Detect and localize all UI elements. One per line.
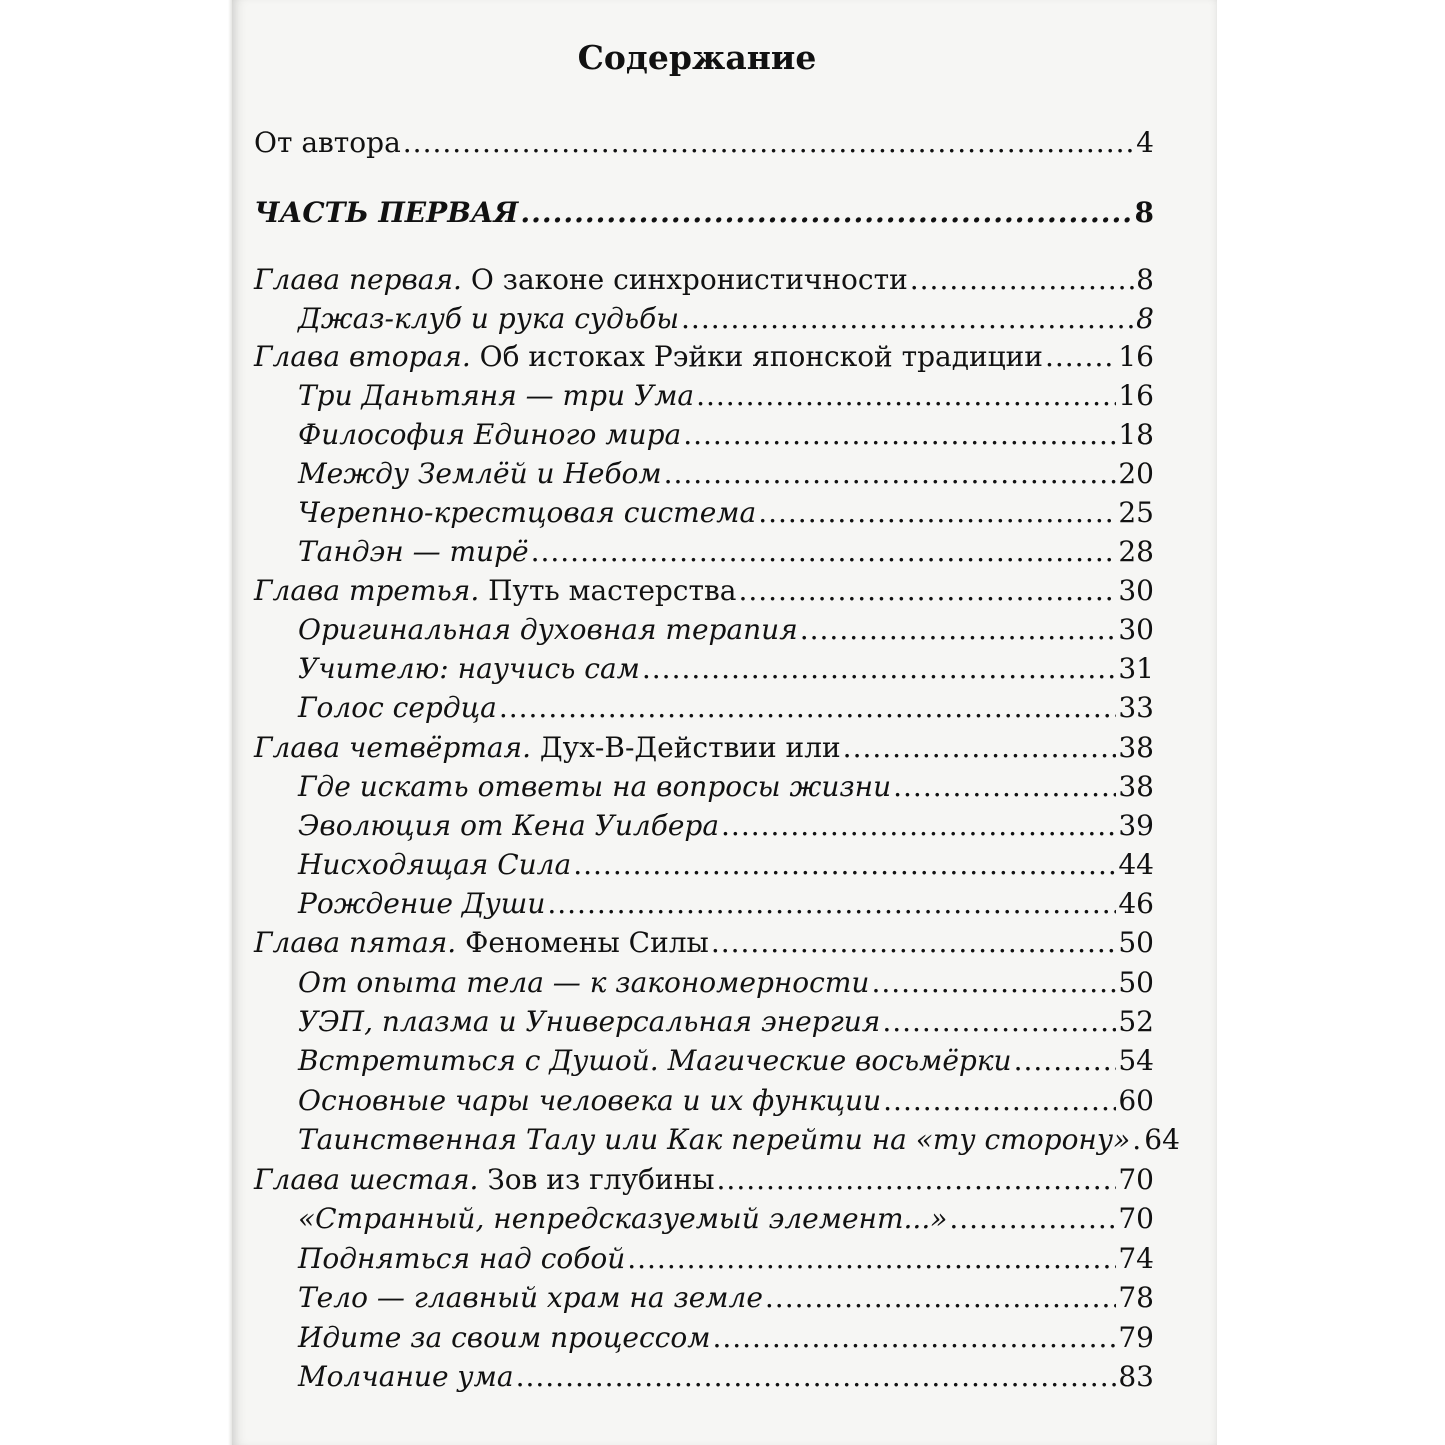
dot-leader (893, 767, 1116, 807)
toc-subsection-entry (298, 376, 1154, 416)
page-number: 44 (1118, 848, 1154, 881)
page-number: 83 (1118, 1360, 1154, 1393)
toc-entry-title: Идите за своим процессом (298, 1321, 711, 1354)
dot-leader (843, 728, 1117, 768)
chapter-title: Феномены Силы (465, 926, 709, 959)
page-number: 4 (1136, 126, 1154, 159)
toc-entry-title: Тандэн — тирё (298, 535, 529, 568)
toc-subsection-entry (298, 1318, 1154, 1358)
dot-leader (499, 688, 1117, 728)
toc-subsection-entry (298, 1278, 1154, 1318)
toc-entry-title (254, 337, 1043, 377)
chapter-prefix: Глава первая. (254, 263, 462, 296)
toc-subsection-entry (298, 1002, 1154, 1042)
page-number: 18 (1118, 418, 1154, 451)
page-number: 50 (1118, 966, 1154, 999)
toc-entry-title: Черепно-крестцовая система (298, 496, 757, 529)
dot-leader (765, 1278, 1116, 1318)
book-page (232, 0, 1217, 1445)
dot-leader (573, 845, 1116, 885)
toc-entry-title: Между Землёй и Небом (298, 457, 662, 490)
page-number: 39 (1118, 809, 1154, 842)
dot-leader (642, 649, 1116, 689)
toc-subsection-entry (298, 532, 1154, 572)
toc-entry-title: Нисходящая Сила (298, 848, 572, 881)
toc-subsection-entry (298, 884, 1154, 924)
dot-leader (520, 193, 1132, 233)
page-number: 16 (1118, 379, 1154, 412)
toc-entry-title: Джаз-клуб и рука судьбы (298, 302, 680, 335)
dot-leader (883, 1081, 1116, 1121)
page-number: 78 (1118, 1281, 1154, 1314)
dot-leader (800, 610, 1117, 650)
toc-entry-title (254, 1160, 715, 1200)
page-number: 50 (1118, 926, 1154, 959)
toc-entry-title: Три Даньтяня — три Ума (298, 379, 695, 412)
toc-entry-title: Голос сердца (298, 691, 497, 724)
page-number: 28 (1118, 535, 1154, 568)
dot-leader (1014, 1041, 1117, 1081)
toc-entry-title: ЧАСТЬ ПЕРВАЯ (254, 196, 519, 229)
toc-entry-title: «Странный, непредсказуемый элемент...» (298, 1202, 948, 1235)
chapter-title: Дух-В-Действии или (539, 731, 841, 764)
dot-leader (516, 1357, 1117, 1397)
page-number: 79 (1118, 1321, 1154, 1354)
toc-entry-title: Где искать ответы на вопросы жизни (298, 770, 892, 803)
chapter-title: Путь мастерства (488, 574, 737, 607)
toc-entry-title: Оригинальная духовная терапия (298, 613, 798, 646)
dot-leader (403, 123, 1134, 163)
page-number: 70 (1118, 1202, 1154, 1235)
toc-entry-title: Философия Единого мира (298, 418, 682, 451)
chapter-prefix: Глава пятая. (254, 926, 457, 959)
toc-entry-title: Эволюция от Кена Уилбера (298, 809, 720, 842)
toc-entry-title: Учителю: научись сам (298, 652, 640, 685)
page-number: 52 (1118, 1005, 1154, 1038)
toc-entry-title: Рождение Души (298, 887, 546, 920)
dot-leader (949, 1199, 1116, 1239)
toc-subsection-entry (298, 1199, 1154, 1239)
toc-subsection-entry (298, 493, 1154, 533)
dot-leader (738, 571, 1116, 611)
dot-leader (721, 806, 1116, 846)
page-number: 60 (1118, 1084, 1154, 1117)
toc-entry-title: Основные чары человека и их функции (298, 1084, 882, 1117)
toc-entry-title (254, 728, 841, 768)
toc-chapter-entry (254, 260, 1154, 300)
toc-chapter-entry (254, 337, 1154, 377)
dot-leader (531, 532, 1117, 572)
page-number: 30 (1118, 613, 1154, 646)
dot-leader (1132, 1120, 1142, 1160)
toc-subsection-entry (298, 1041, 1154, 1081)
dot-leader (882, 1002, 1116, 1042)
page-number: 8 (1136, 302, 1154, 335)
page-number: 38 (1118, 731, 1154, 764)
toc-chapter-entry (254, 1160, 1154, 1200)
toc-subsection-entry (298, 688, 1154, 728)
toc-subsection-entry (298, 1357, 1154, 1397)
toc-entry-title: Молчание ума (298, 1360, 514, 1393)
toc-subsection-entry (298, 806, 1154, 846)
page-number: 54 (1118, 1044, 1154, 1077)
dot-leader (681, 299, 1134, 339)
toc-subsection-entry (298, 963, 1154, 1003)
dot-leader (712, 1318, 1116, 1358)
dot-leader (696, 376, 1116, 416)
page-number: 31 (1118, 652, 1154, 685)
page-number: 46 (1118, 887, 1154, 920)
toc-entry-title: Подняться над собой (298, 1242, 626, 1275)
dot-leader (547, 884, 1116, 924)
toc-entry-title: Встретиться с Душой. Магические восьмёрки (298, 1044, 1012, 1077)
page-number: 16 (1118, 340, 1154, 373)
toc-subsection-entry (298, 767, 1154, 807)
toc-chapter-entry (254, 728, 1154, 768)
page-number: 74 (1118, 1242, 1154, 1275)
page-number: 70 (1118, 1163, 1154, 1196)
chapter-prefix: Глава третья. (254, 574, 480, 607)
toc-subsection-entry (298, 454, 1154, 494)
dot-leader (717, 1160, 1117, 1200)
page-number: 38 (1118, 770, 1154, 803)
toc-entry-title (254, 571, 736, 611)
toc-chapter-entry (254, 571, 1154, 611)
toc-entry-title: Таинственная Талу или Как перейти на «ту сторону» (298, 1123, 1131, 1156)
chapter-title: Об истоках Рэйки японской традиции (479, 340, 1043, 373)
page-title: Содержание (577, 38, 817, 77)
page-number: 64 (1144, 1123, 1180, 1156)
dot-leader (758, 493, 1116, 533)
toc-subsection-entry (298, 1120, 1180, 1160)
chapter-title: О законе синхронистичности (470, 263, 908, 296)
toc-subsection-entry (298, 415, 1154, 455)
chapter-prefix: Глава шестая. (254, 1163, 479, 1196)
dot-leader (910, 260, 1134, 300)
toc-entry (254, 123, 1154, 163)
chapter-prefix: Глава четвёртая. (254, 731, 531, 764)
dot-leader (871, 963, 1116, 1003)
toc-entry-title: От автора (254, 126, 401, 159)
dot-leader (664, 454, 1117, 494)
page-number: 8 (1134, 196, 1154, 229)
page-number: 30 (1118, 574, 1154, 607)
toc-part-entry (254, 193, 1154, 233)
chapter-title: Зов из глубины (487, 1163, 715, 1196)
toc-subsection-entry (298, 649, 1154, 689)
dot-leader (711, 923, 1117, 963)
dot-leader (683, 415, 1116, 455)
chapter-prefix: Глава вторая. (254, 340, 471, 373)
toc-entry-title: Тело — главный храм на земле (298, 1281, 763, 1314)
toc-subsection-entry (298, 845, 1154, 885)
page-number: 25 (1118, 496, 1154, 529)
toc-subsection-entry (298, 1239, 1154, 1279)
toc-entry-title: УЭП, плазма и Универсальная энергия (298, 1005, 881, 1038)
toc-entry-title: От опыта тела — к закономерности (298, 966, 870, 999)
toc-subsection-entry (298, 299, 1154, 339)
toc-entry-title (254, 923, 709, 963)
page-number: 20 (1118, 457, 1154, 490)
toc-subsection-entry (298, 610, 1154, 650)
page-number: 33 (1118, 691, 1154, 724)
toc-entry-title (254, 260, 908, 300)
dot-leader (1045, 337, 1116, 377)
dot-leader (627, 1239, 1116, 1279)
toc-chapter-entry (254, 923, 1154, 963)
toc-subsection-entry (298, 1081, 1154, 1121)
page-number: 8 (1136, 263, 1154, 296)
